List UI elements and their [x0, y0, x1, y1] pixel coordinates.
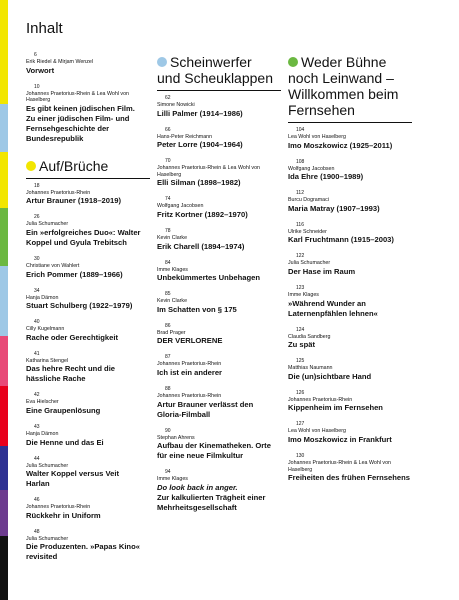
toc-entry: [26, 319, 144, 343]
page-number: 85: [165, 291, 171, 298]
toc-entry: [157, 95, 277, 119]
toc-entry: [26, 351, 144, 385]
toc-entry: [157, 158, 277, 188]
toc-entry: [288, 453, 416, 483]
section-auf-brueche: [26, 158, 144, 563]
entry-title: »Während Wunder an Laternenpfählen lehnen«: [288, 298, 378, 318]
author: Ulrike Schneider: [288, 228, 327, 235]
entry-title: Walter Koppel versus Veit Harlan: [26, 469, 119, 489]
toc-entry: [288, 190, 416, 214]
column-3: [288, 54, 416, 491]
page-number: 66: [165, 126, 171, 133]
page-number: 112: [296, 190, 304, 197]
page-number: 26: [34, 214, 40, 221]
author: Wolfgang Jacobsen: [157, 203, 204, 210]
toc-entry: [157, 260, 277, 284]
author: Christiane von Wahlert: [26, 262, 80, 269]
toc-entry: [26, 84, 144, 144]
toc-entry: [288, 327, 416, 351]
entry-title: Erich Pommer (1889–1966): [26, 269, 123, 279]
page-number: 40: [34, 319, 40, 326]
page-number: 90: [165, 427, 171, 434]
toc-entry: [157, 323, 277, 347]
author: Cilly Kugelmann: [26, 326, 65, 333]
toc-entry: [26, 456, 144, 490]
entry-title: Do look back in anger.: [157, 482, 238, 492]
author: Julia Schumacher: [26, 221, 69, 228]
entry-title: Ida Ehre (1900–1989): [288, 172, 364, 182]
toc-entry: [26, 424, 144, 448]
author: Johannes Praetorius-Rhein: [157, 392, 222, 399]
page-number: 70: [165, 158, 171, 165]
page-number: 74: [165, 196, 171, 203]
divider: [157, 90, 281, 91]
toc-entry: [157, 354, 277, 378]
blue-dot-icon: [157, 57, 167, 67]
entry-title: Ein »erfolgreiches Duo«: Walter Koppel und Gyula Trebitsch: [26, 227, 141, 247]
page-number: 125: [296, 358, 305, 365]
entry-title: Der Hase im Raum: [288, 266, 356, 276]
section-title-text: Auf/Brüche: [39, 157, 109, 174]
toc-entry: [288, 390, 416, 414]
page-number: 44: [34, 455, 40, 462]
divider: [288, 122, 412, 123]
author: Johannes Praetorius-Rhein: [288, 396, 353, 403]
entry-title: Stuart Schulberg (1922–1979): [26, 301, 133, 311]
author: Hanja Dämon: [26, 430, 59, 437]
yellow-dot-icon: [26, 161, 36, 171]
toc-entry: [288, 285, 416, 319]
entry-title: Erik Charell (1894–1974): [157, 241, 245, 251]
toc-entry: [157, 196, 277, 220]
author: Johannes Praetorius-Rhein & Lea Wohl von Haselberg: [157, 165, 260, 178]
toc-entry: [288, 127, 416, 151]
section-title: [26, 158, 144, 174]
toc-entry: [26, 497, 144, 521]
author: Kevin Clarke: [157, 234, 188, 241]
color-bar-segment: [0, 446, 8, 490]
page-number: 87: [165, 354, 171, 361]
entry-title: Maria Matray (1907–1993): [288, 203, 380, 213]
page-number: 84: [165, 259, 171, 266]
entry-title: Vorwort: [26, 65, 55, 75]
toc-entry: [288, 253, 416, 277]
entry-title: Es gibt keinen jüdischen Film. Zu einer jüdischen Film- und Fernsehgeschichte der Bundesrepublik: [26, 103, 135, 143]
entry-title: Ich ist ein anderer: [157, 367, 222, 377]
entry-subtitle: Zur kalkulierten Trägheit einer Mehrheitsgesellschaft: [157, 492, 266, 512]
page-number: 116: [296, 221, 304, 228]
author: Imme Klages: [288, 291, 319, 298]
page-number: 46: [34, 497, 40, 504]
color-bar-segment: [0, 336, 8, 386]
author: Kevin Clarke: [157, 298, 188, 305]
author: Eva Hielscher: [26, 399, 59, 406]
author: Johannes Praetorius-Rhein: [26, 504, 91, 511]
column-1: [26, 52, 144, 570]
green-dot-icon: [288, 57, 298, 67]
toc-entry: [26, 392, 144, 416]
author: Lea Wohl von Haselberg: [288, 428, 346, 435]
author: Johannes Praetorius-Rhein: [26, 189, 91, 196]
author: Burcu Dogramaci: [288, 197, 329, 204]
page-number: 48: [34, 528, 40, 535]
entry-title: Kippenheim im Fernsehen: [288, 403, 383, 413]
author: Johannes Praetorius-Rhein: [157, 361, 222, 368]
page-number: 88: [165, 385, 171, 392]
entry-title: Unbekümmertes Unbehagen: [157, 273, 260, 283]
page-number: 86: [165, 322, 171, 329]
entry-title: Artur Brauner (1918–2019): [26, 196, 121, 206]
entry-title: Elli Silman (1898–1982): [157, 178, 241, 188]
toc-entry: [157, 469, 277, 513]
entry-title: Karl Fruchtmann (1915–2003): [288, 235, 394, 245]
page-number: 124: [296, 326, 305, 333]
toc-entry: [288, 358, 416, 382]
author: Imme Klages: [157, 476, 188, 483]
author: Simone Nowicki: [157, 102, 195, 108]
page-number: 30: [34, 255, 40, 262]
toc-entry: [288, 421, 416, 445]
color-bar-segment: [0, 208, 8, 266]
author: Julia Schumacher: [26, 535, 69, 542]
section-title-text: Weder Bühne noch Leinwand – Willkommen beim Fernsehen: [288, 54, 399, 118]
toc-entry: [288, 222, 416, 246]
entry-title: DER VERLORENE: [157, 336, 223, 346]
page-number: 127: [296, 421, 305, 428]
entry-title: Im Schatten von § 175: [157, 304, 237, 314]
page-number: 42: [34, 392, 40, 399]
entry-title: Artur Brauner verlässt den Gloria-Filmball: [157, 399, 254, 419]
entry-title: Peter Lorre (1904–1964): [157, 140, 243, 150]
toc-entry: [157, 291, 277, 315]
author: Hans-Peter Reichmann: [157, 133, 213, 140]
color-bar-segment: [0, 0, 8, 104]
divider: [26, 178, 150, 179]
author: Julia Schumacher: [26, 462, 69, 469]
author: Erik Riedel & Mirjam Wenzel: [26, 59, 94, 65]
toc-entry: [157, 127, 277, 151]
section-title: [157, 54, 277, 86]
author: Claudia Sandberg: [288, 333, 331, 340]
page-number: 41: [34, 350, 40, 357]
toc-entry: [26, 256, 144, 280]
entry-title: Freiheiten des frühen Fernsehens: [288, 473, 410, 483]
page-number: 130: [296, 452, 305, 459]
page-number: 18: [34, 182, 40, 189]
author: Brad Prager: [157, 329, 186, 336]
page-number: 108: [296, 158, 305, 165]
entry-title: Aufbau der Kinematheken. Orte für eine neue Filmkultur: [157, 441, 271, 461]
color-bar-segment: [0, 490, 8, 536]
color-bar-segment: [0, 152, 8, 208]
entry-title: Fritz Kortner (1892–1970): [157, 209, 248, 219]
page-number: 94: [165, 469, 171, 476]
page-number: 122: [296, 253, 305, 260]
entry-title: Zu spät: [288, 340, 316, 350]
page-number: 34: [34, 287, 40, 294]
entry-title: Imo Moszkowicz in Frankfurt: [288, 434, 392, 444]
entry-title: Rückkehr in Uniform: [26, 510, 101, 520]
page-number: 126: [296, 389, 305, 396]
page-title: Inhalt: [26, 20, 63, 37]
page-number: 62: [165, 95, 171, 101]
color-bar-segment: [0, 266, 8, 336]
toc-entry: [26, 183, 144, 207]
author: Stephan Ahrens: [157, 434, 195, 441]
color-bar-segment: [0, 536, 8, 600]
author: Johannes Praetorius-Rhein & Lea Wohl von Haselberg: [26, 90, 129, 104]
toc-entry: [157, 386, 277, 420]
author: Katharina Stengel: [26, 357, 69, 364]
toc-entry: [26, 288, 144, 312]
page-number: 78: [165, 227, 171, 234]
column-2: [157, 54, 277, 521]
section-title: [288, 54, 416, 118]
toc-entry: [157, 428, 277, 462]
page-number: 10: [34, 83, 40, 90]
toc-entry: [26, 529, 144, 563]
author: Hanja Dämon: [26, 294, 59, 301]
color-bar-segment: [0, 386, 8, 446]
entry-title: Eine Graupenlösung: [26, 405, 101, 415]
entry-title: Rache oder Gerechtigkeit: [26, 332, 119, 342]
section-title-text: Scheinwerfer und Scheuklappen: [157, 54, 273, 86]
author: Lea Wohl von Haselberg: [288, 134, 346, 140]
page-number: 6: [34, 52, 37, 58]
page-number: 43: [34, 423, 40, 430]
page-number: 104: [296, 127, 305, 133]
entry-title: Die Produzenten. »Papas Kino« revisited: [26, 542, 140, 562]
author: Johannes Praetorius-Rhein & Lea Wohl von Haselberg: [288, 459, 391, 473]
color-bar-segment: [0, 104, 8, 152]
entry-title: Das hehre Recht und die hässliche Rache: [26, 364, 116, 384]
entry-title: Lilli Palmer (1914–1986): [157, 108, 243, 118]
entry-title: Imo Moszkowicz (1925–2011): [288, 140, 393, 150]
toc-entry: [26, 52, 144, 76]
author: Imme Klages: [157, 266, 188, 273]
entry-title: Die (un)sichtbare Hand: [288, 371, 372, 381]
color-bar: [0, 0, 8, 600]
author: Matthias Naumann: [288, 365, 333, 372]
page-number: 123: [296, 284, 305, 291]
entry-title: Die Henne und das Ei: [26, 437, 104, 447]
toc-entry: [26, 214, 144, 248]
toc-entry: [157, 228, 277, 252]
toc-entry: [288, 159, 416, 183]
author: Julia Schumacher: [288, 260, 331, 267]
author: Wolfgang Jacobsen: [288, 165, 335, 172]
